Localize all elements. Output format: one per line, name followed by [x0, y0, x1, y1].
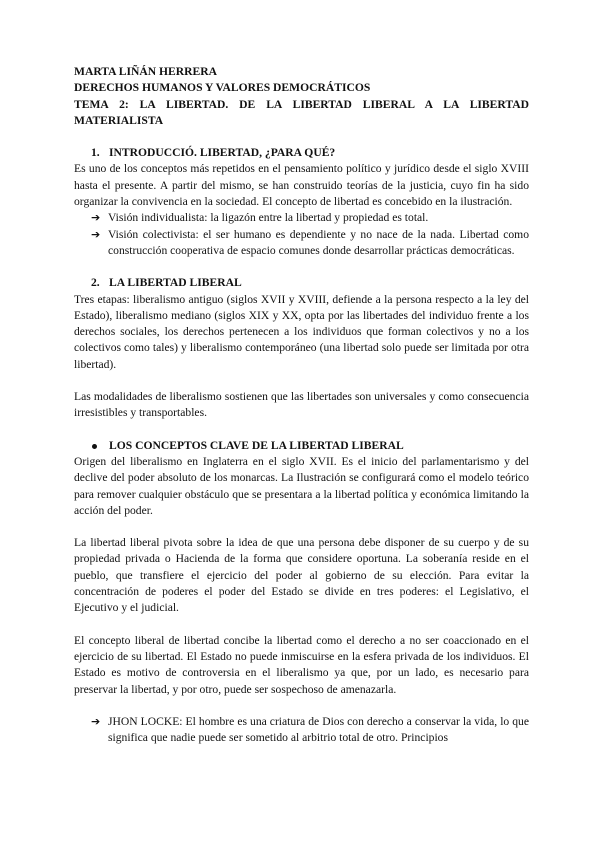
topic-title: TEMA 2: LA LIBERTAD. DE LA LIBERTAD LIBERAL A LA LIBERTAD MATERIALISTA — [74, 97, 529, 127]
section-2-paragraph-1: Tres etapas: liberalismo antiguo (siglos XVII y XVIII, defiende a la persona respecto a la ley del Estado), liberalismo mediano (siglos XIX y XX, opta por las libertades del individuo frente a los derechos sociales, los derechos pertenecen a los individuos que forman colectivos y no a los colectivos como tales) y liberalismo contemporáneo (una libertad solo puede ser limitada por otra libertad). — [74, 292, 529, 371]
arrow-icon: ➔ — [91, 211, 101, 225]
section-1-list — [74, 210, 529, 259]
section-3-heading — [74, 438, 529, 454]
section-1-title: INTRODUCCIÓ. LIBERTAD, ¿PARA QUÉ? — [109, 146, 336, 160]
section-3-paragraph-1: Origen del liberalismo en Inglaterra en el siglo XVII. Es el inicio del parlamentarismo y del declive del poder absoluto de los monarcas. La Ilustración se configurará como el modelo teórico para remover cualquier obstáculo que se presentara a la libertad política y económica limitando la acción del poder. — [74, 454, 529, 517]
section-2-paragraph-2: Las modalidades de liberalismo sostienen que las libertades son universales y como consecuencia irresistibles y transportables. — [74, 390, 529, 420]
locke-item — [74, 714, 529, 747]
list-item — [74, 227, 529, 260]
bullet-dot-icon — [92, 444, 97, 449]
document-page — [74, 64, 529, 746]
section-1-number: 1. — [91, 146, 100, 160]
locke-text: JHON LOCKE: El hombre es una criatura de Dios con derecho a conservar la vida, lo que significa que nadie puede ser sometido al arbitrio total de otro. Principios — [108, 714, 529, 745]
section-3-paragraph-2: La libertad liberal pivota sobre la idea de que una persona debe disponer de su cuerpo y de su propiedad privada o Hacienda de la forma que considere oportuna. La soberanía reside en el pueblo, que transfiere el ejercicio del poder al gobierno de su elección. Para evitar la concentración de poderes el poder del Estado se divide en tres poderes: el Legislativo, el Ejecutivo y el judicial. — [74, 536, 529, 615]
section-1-paragraph: Es uno de los conceptos más repetidos en el pensamiento político y jurídico desde el siglo XVIII hasta el presente. A partir del mismo, se han construido teorías de la justicia, cuyo fin ha sido organizar la convivencia en la sociedad. El concepto de libertad es concebido en la ilustración. — [74, 162, 529, 209]
section-2-heading — [74, 275, 529, 291]
arrow-icon: ➔ — [91, 714, 101, 728]
section-3-title: LOS CONCEPTOS CLAVE DE LA LIBERTAD LIBERAL — [109, 438, 404, 452]
section-1-heading — [74, 145, 529, 161]
list-item-text: Visión colectivista: el ser humano es dependiente y no nace de la nada. Libertad como construcción cooperativa de espacio comunes donde desarrollar prácticas democráticas. — [108, 227, 529, 257]
arrow-icon: ➔ — [91, 227, 101, 241]
section-2-title: LA LIBERTAD LIBERAL — [109, 276, 242, 290]
course-title: DERECHOS HUMANOS Y VALORES DEMOCRÁTICOS — [74, 81, 371, 95]
author-name: MARTA LIÑÁN HERRERA — [74, 65, 218, 78]
section-3-paragraph-3: El concepto liberal de libertad concibe la libertad como el derecho a no ser coaccionado en el ejercicio de su libertad. El Estado no puede inmiscuirse en la esfera privada de los individuos. El Estado es motivo de controversia en el liberalismo ya que, por un lado, es necesario para preservar la libertad, y por otro, puede ser sospechoso de amenazarla. — [74, 633, 529, 696]
section-2-number: 2. — [91, 276, 100, 290]
list-item-text: Visión individualista: la ligazón entre la libertad y propiedad es total. — [108, 211, 429, 225]
list-item — [74, 210, 529, 226]
